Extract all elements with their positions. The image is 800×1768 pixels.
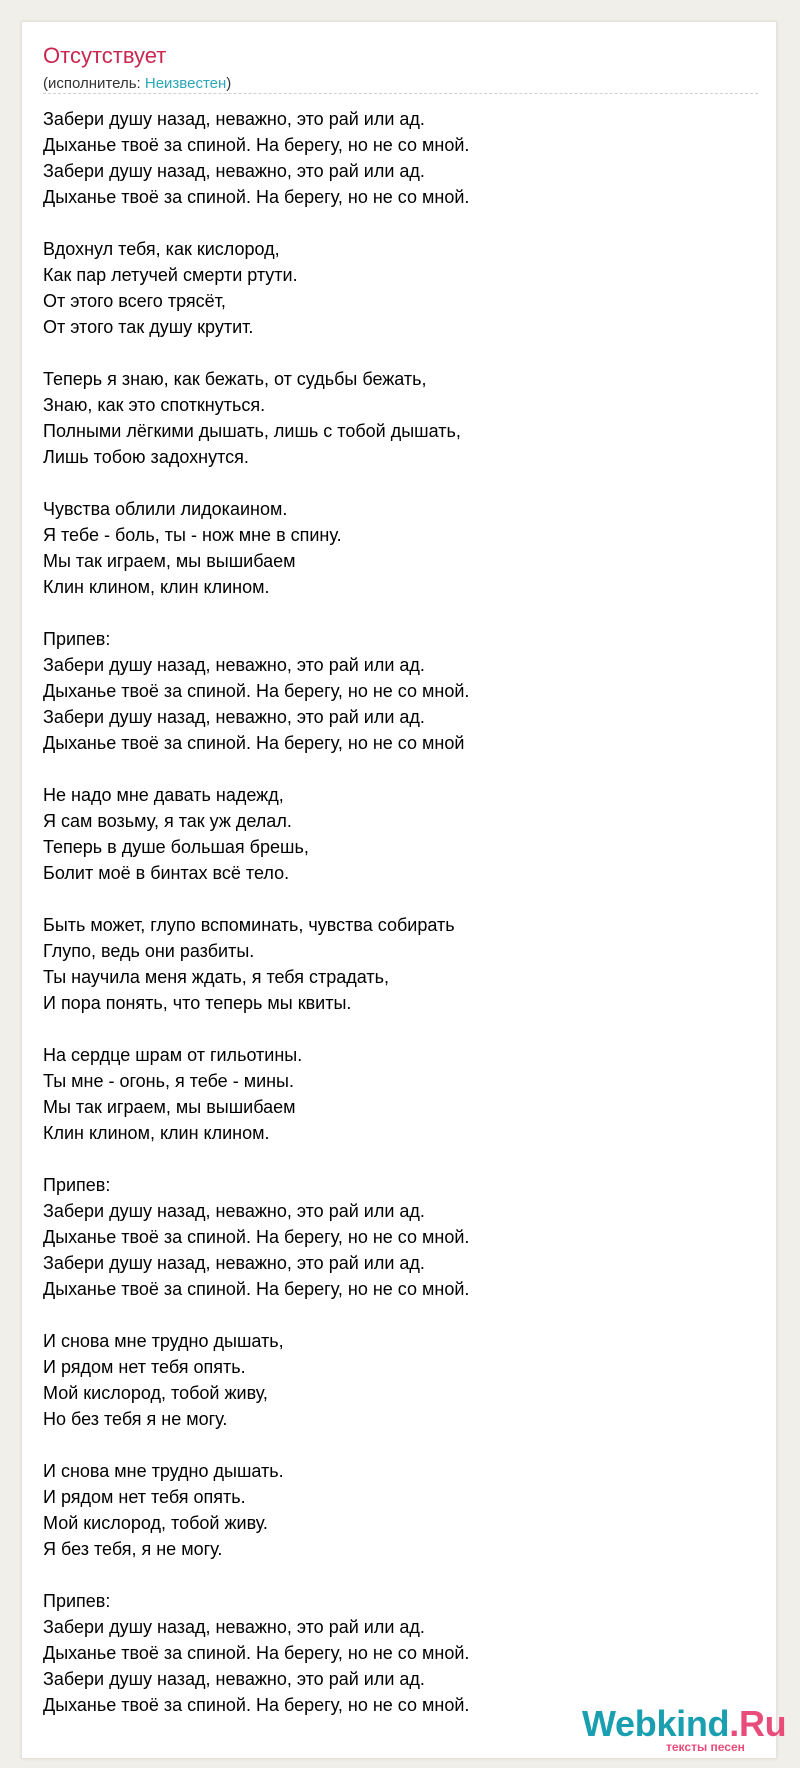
lyric-line: Лишь тобою задохнутся. — [43, 447, 249, 467]
lyric-line: Забери душу назад, неважно, это рай или ад. — [43, 1617, 425, 1637]
lyrics-card — [21, 21, 787, 1759]
lyric-line: Мы так играем, мы вышибаем — [43, 1097, 296, 1117]
lyric-line: Забери душу назад, неважно, это рай или ад. — [43, 1669, 425, 1689]
lyric-line: Клин клином, клин клином. — [43, 577, 270, 597]
artist-link[interactable]: Неизвестен — [144, 75, 227, 92]
lyric-line: И рядом нет тебя опять. — [43, 1357, 246, 1377]
lyric-line: Забери душу назад, неважно, это рай или ад. — [43, 161, 425, 181]
lyric-line: Теперь в душе большая брешь, — [43, 837, 309, 857]
lyric-line: Мы так играем, мы вышибаем — [43, 551, 296, 571]
stanza-break — [43, 340, 753, 366]
stanza-break — [43, 600, 753, 626]
lyric-line: Теперь я знаю, как бежать, от судьбы бежать, — [43, 369, 427, 389]
lyric-line: И снова мне трудно дышать. — [43, 1461, 284, 1481]
lyric-line: Дыханье твоё за спиной. На берегу, но не со мной. — [43, 1695, 470, 1715]
lyric-line: Припев: — [43, 1175, 111, 1195]
lyric-line: Болит моё в бинтах всё тело. — [43, 863, 290, 883]
lyric-line: Я без тебя, я не могу. — [43, 1539, 223, 1559]
logo-brand: Webkind — [582, 1703, 730, 1744]
artist-line — [43, 75, 231, 93]
lyric-line: Дыханье твоё за спиной. На берегу, но не со мной. — [43, 135, 470, 155]
lyric-line: Мой кислород, тобой живу, — [43, 1383, 268, 1403]
lyric-line: Я тебе - боль, ты - нож мне в спину. — [43, 525, 342, 545]
lyric-line: И снова мне трудно дышать, — [43, 1331, 284, 1351]
lyric-line: Ты мне - огонь, я тебе - мины. — [43, 1071, 294, 1091]
lyric-line: Припев: — [43, 629, 111, 649]
stanza-break — [43, 1432, 753, 1458]
lyric-line: Но без тебя я не могу. — [43, 1409, 228, 1429]
stanza-break — [43, 1302, 753, 1328]
lyric-line: Клин клином, клин клином. — [43, 1123, 270, 1143]
lyric-line: Ты научила меня ждать, я тебя страдать, — [43, 967, 389, 987]
song-title: Отсутствует — [43, 43, 167, 68]
lyric-line: Дыханье твоё за спиной. На берегу, но не со мной. — [43, 1643, 470, 1663]
stanza-break — [43, 1016, 753, 1042]
lyric-line: Быть может, глупо вспоминать, чувства собирать — [43, 915, 455, 935]
logo-tagline: тексты песен — [666, 1740, 745, 1754]
title-separator — [43, 93, 758, 94]
lyric-line: Полными лёгкими дышать, лишь с тобой дышать, — [43, 421, 461, 441]
lyric-line: Чувства облили лидокаином. — [43, 499, 288, 519]
lyric-line: Дыханье твоё за спиной. На берегу, но не со мной. — [43, 187, 470, 207]
lyric-line: Знаю, как это споткнуться. — [43, 395, 266, 415]
lyric-line: Не надо мне давать надежд, — [43, 785, 284, 805]
lyric-line: Мой кислород, тобой живу. — [43, 1513, 268, 1533]
lyric-line: И рядом нет тебя опять. — [43, 1487, 246, 1507]
lyric-line: От этого всего трясёт, — [43, 291, 226, 311]
stanza-break — [43, 470, 753, 496]
lyric-line: Глупо, ведь они разбиты. — [43, 941, 255, 961]
lyric-line: Как пар летучей смерти ртути. — [43, 265, 298, 285]
artist-suffix: ) — [226, 75, 232, 92]
artist-prefix: (исполнитель: — [43, 75, 145, 92]
stanza-break — [43, 210, 753, 236]
lyric-line: Забери душу назад, неважно, это рай или ад. — [43, 707, 425, 727]
webkind-logo[interactable] — [582, 1702, 800, 1764]
lyric-line: Припев: — [43, 1591, 111, 1611]
stanza-break — [43, 756, 753, 782]
lyric-line: Забери душу назад, неважно, это рай или ад. — [43, 655, 425, 675]
stanza-break — [43, 886, 753, 912]
lyric-line: Дыханье твоё за спиной. На берегу, но не со мной — [43, 733, 465, 753]
lyric-line: Вдохнул тебя, как кислород, — [43, 239, 280, 259]
logo-tld: .Ru — [729, 1703, 787, 1744]
lyric-line: Дыханье твоё за спиной. На берегу, но не со мной. — [43, 1279, 470, 1299]
lyric-line: Забери душу назад, неважно, это рай или ад. — [43, 109, 425, 129]
lyric-line: На сердце шрам от гильотины. — [43, 1045, 303, 1065]
lyric-line: Забери душу назад, неважно, это рай или ад. — [43, 1201, 425, 1221]
lyric-line: От этого так душу крутит. — [43, 317, 254, 337]
lyrics-body — [43, 106, 753, 1718]
stanza-break — [43, 1146, 753, 1172]
lyric-line: И пора понять, что теперь мы квиты. — [43, 993, 352, 1013]
stanza-break — [43, 1562, 753, 1588]
lyric-line: Забери душу назад, неважно, это рай или ад. — [43, 1253, 425, 1273]
lyric-line: Я сам возьму, я так уж делал. — [43, 811, 292, 831]
lyric-line: Дыханье твоё за спиной. На берегу, но не со мной. — [43, 1227, 470, 1247]
lyric-line: Дыханье твоё за спиной. На берегу, но не со мной. — [43, 681, 470, 701]
